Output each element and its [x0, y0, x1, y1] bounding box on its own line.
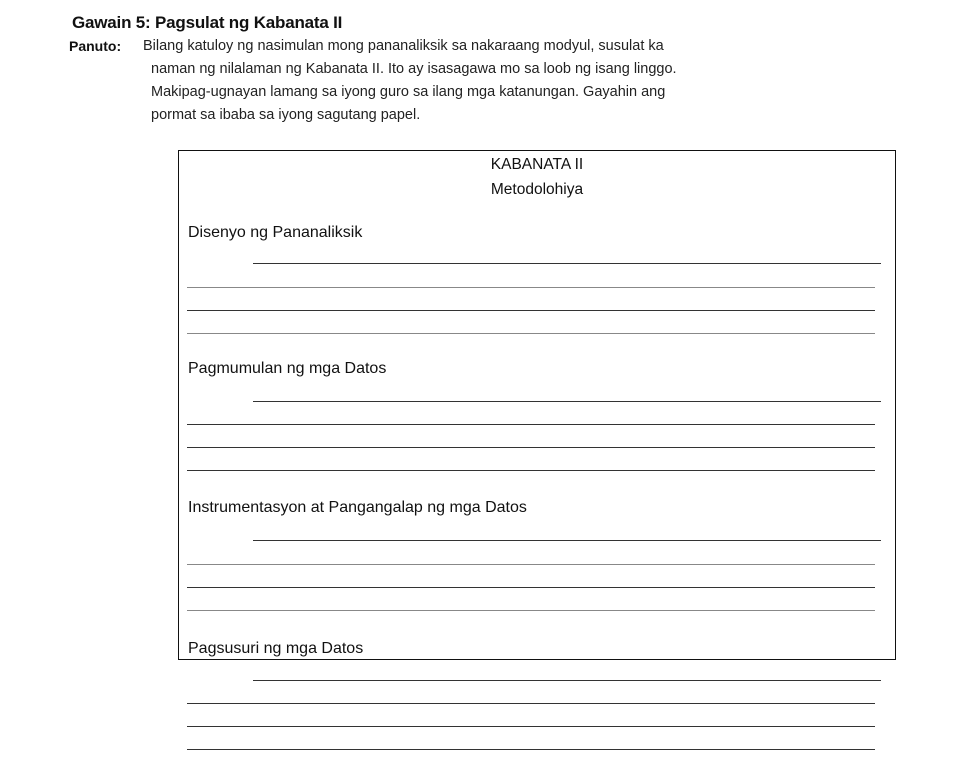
- instruction-line-4: pormat sa ibaba sa iyong sagutang papel.: [151, 107, 421, 123]
- answer-line: [187, 470, 875, 471]
- instruction-line-2: naman ng nilalaman ng Kabanata II. Ito ay isasagawa mo sa loob ng isang linggo.: [151, 61, 677, 77]
- answer-line: [253, 401, 881, 402]
- answer-line: [187, 587, 875, 588]
- answer-line: [187, 310, 875, 311]
- answer-line: [187, 703, 875, 704]
- answer-line: [187, 564, 875, 565]
- section-label-pagmumulan: Pagmumulan ng mga Datos: [188, 360, 387, 377]
- answer-line: [187, 447, 875, 448]
- answer-line: [187, 726, 875, 727]
- instruction-label: Panuto:: [69, 38, 122, 54]
- instruction-line-1: Bilang katuloy ng nasimulan mong pananaliksik sa nakaraang modyul, susulat ka: [143, 38, 664, 54]
- chapter-heading: KABANATA II: [490, 156, 584, 173]
- activity-title: Gawain 5: Pagsulat ng Kabanata II: [72, 13, 343, 32]
- answer-line: [187, 424, 875, 425]
- instruction-line-3: Makipag-ugnayan lamang sa iyong guro sa ilang mga katanungan. Gayahin ang: [151, 84, 666, 100]
- section-label-pagsusuri: Pagsusuri ng mga Datos: [188, 640, 364, 657]
- section-label-disenyo: Disenyo ng Pananaliksik: [188, 224, 363, 241]
- answer-line: [253, 263, 881, 264]
- answer-line: [187, 610, 875, 611]
- answer-line: [187, 749, 875, 750]
- answer-line: [187, 287, 875, 288]
- chapter-title: Metodolohiya: [490, 181, 584, 198]
- answer-line: [253, 540, 881, 541]
- section-label-instrumentasyon: Instrumentasyon at Pangangalap ng mga Datos: [188, 499, 527, 516]
- answer-line: [187, 333, 875, 334]
- answer-line: [253, 680, 881, 681]
